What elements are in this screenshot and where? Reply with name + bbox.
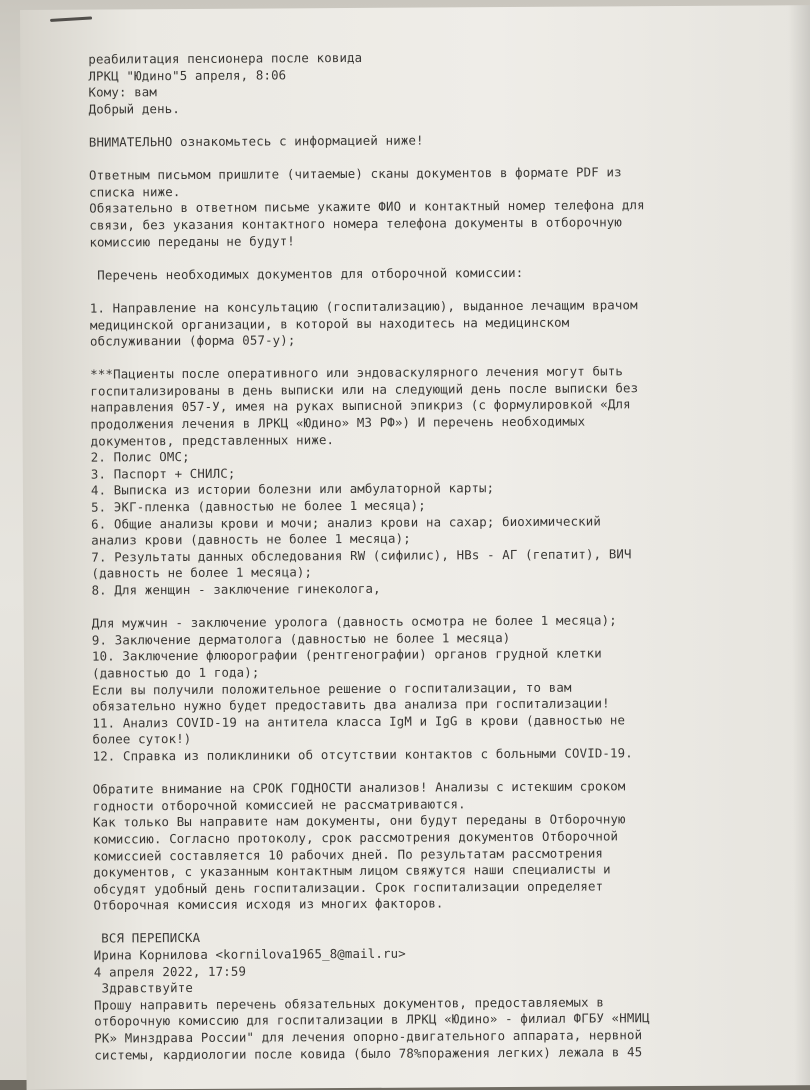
text-line: 1. Направление на консультацию (госпитализацию), выданное лечащим врачом <box>89 297 638 316</box>
text-line: Обратите внимание на СРОК ГОДНОСТИ анализов! Анализы с истекшим сроком <box>92 778 626 797</box>
page-shadow <box>788 5 810 1085</box>
text-line: 7. Результаты данных обследования RW (сифилис), HBs - АГ (гепатит), ВИЧ <box>91 546 632 565</box>
text-line: 9. Заключение дерматолога (давностью не более 1 месяца) <box>91 629 511 648</box>
text-line: 3. Паспорт + СНИЛС; <box>90 465 236 482</box>
text-line: документов, с указанным контактным лицом свяжутся наши специалисты и <box>93 861 611 880</box>
paper-page <box>20 5 810 1090</box>
text-line: обсудят удобный день госпитализации. Срок госпитализации определяет <box>93 878 604 897</box>
text-line: документов, представленных ниже. <box>90 431 335 449</box>
text-line: 10. Заключение флюорографии (рентгенографии) органов грудной клетки <box>91 645 602 664</box>
text-line: связи, без указания контактного номера телефона документы в отборочную <box>89 214 623 233</box>
text-line: комиссию переданы не будут! <box>89 232 295 250</box>
text-line: ВНИМАТЕЛЬНО ознакомьтесь с информацией ниже! <box>88 132 424 150</box>
text-line: реабилитация пенсионера после ковида <box>88 49 363 67</box>
text-line: Если вы получили положительное решение о госпитализации, то вам <box>92 679 572 698</box>
document-text <box>88 48 754 1064</box>
text-line: Как только Вы направите нам документы, они будут переданы в Отборочную <box>92 811 626 830</box>
text-line: РК» Минздрава России" для лечения опорно-двигательного аппарата, нервной <box>94 1027 643 1046</box>
text-line: медицинской организации, в которой вы находитесь на медицинском <box>89 314 570 333</box>
text-line: отборочную комиссию для госпитализации в ЛРКЦ «Юдино» - филиал ФГБУ «НМИЦ <box>94 1010 650 1030</box>
text-line: Ирина Корнилова <kornilova1965_8@mail.ru> <box>93 945 406 963</box>
text-line: направления 057-У, имея на руках выписной эпикриз (с формулировкой «Для <box>90 396 631 416</box>
text-line: Добрый день. <box>88 100 180 117</box>
text-line: Для мужчин - заключение уролога (давность осмотра не более 1 месяца); <box>91 612 617 631</box>
text-line: 4. Выписка из истории болезни или амбулаторной карты; <box>90 480 495 499</box>
text-line: Ответным письмом пришлите (читаемые) сканы документов в формате PDF из <box>88 164 622 183</box>
text-line: госпитализированы в день выписки или на следующий день после выписки без <box>90 380 639 399</box>
text-line: 6. Общие анализы крови и мочи; анализ крови на сахар; биохимический <box>91 513 602 532</box>
text-line: обслуживании (форма 057-у); <box>89 332 296 349</box>
text-line: 4 апреля 2022, 17:59 <box>93 963 247 980</box>
text-line: продолжения лечения в ЛРКЦ «Юдино» МЗ РФ») И перечень необходимых <box>90 413 586 432</box>
text-line: обязательно нужно будет предоставить два анализа при госпитализации! <box>92 695 610 714</box>
text-line: Здравствуйте <box>93 980 193 996</box>
text-line: ВСЯ ПЕРЕПИСКА <box>93 930 201 947</box>
text-line: списка ниже. <box>89 183 181 200</box>
pen-mark <box>50 16 92 21</box>
text-line: Перечень необходимых документов для отборочной комиссии: <box>89 264 524 283</box>
text-line: ***Пациенты после оперативного или эндоваскулярного лечения могут быть <box>90 363 623 382</box>
text-line: (давностью до 1 года); <box>92 664 260 681</box>
text-line: Прошу направить перечень обязательных документов, предоставляемых в <box>94 994 604 1013</box>
text-line: анализ крови (давность не более 1 месяца); <box>91 530 411 548</box>
text-line: комиссию. Согласно протоколу, срок рассмотрения документов Отборочной <box>93 828 619 847</box>
text-line: Обязательно в ответном письме укажите ФИО и контактный номер телефона для <box>89 197 645 216</box>
text-line: 2. Полис ОМС; <box>90 449 190 465</box>
text-line: годности отборочной комиссией не рассматриваются. <box>92 796 466 814</box>
text-line: Кому: вам <box>88 84 158 100</box>
text-line: 5. ЭКГ-пленка (давностью не более 1 месяца); <box>90 497 426 515</box>
text-line: 11. Анализ COVID-19 на антитела класса IgM и IgG в крови (давностью не <box>92 712 626 731</box>
text-line: ЛРКЦ "Юдино"5 апреля, 8:06 <box>88 66 287 84</box>
text-line: (давность не более 1 месяца); <box>91 564 313 581</box>
text-line: 8. Для женщин - заключение гинеколога, <box>91 580 381 598</box>
text-line: системы, кардиологии после ковида (было 78%поражения легких) лежала в 45 <box>94 1043 643 1063</box>
text-line: 12. Справка из поликлиники об отсутствии контактов с больными COVID-19. <box>92 745 633 764</box>
text-line: более суток!) <box>92 731 192 747</box>
text-line: комиссией составляется 10 рабочих дней. По результатам рассмотрения <box>93 844 604 864</box>
text-line: Отборочная комиссия исходя из многих факторов. <box>93 895 444 913</box>
